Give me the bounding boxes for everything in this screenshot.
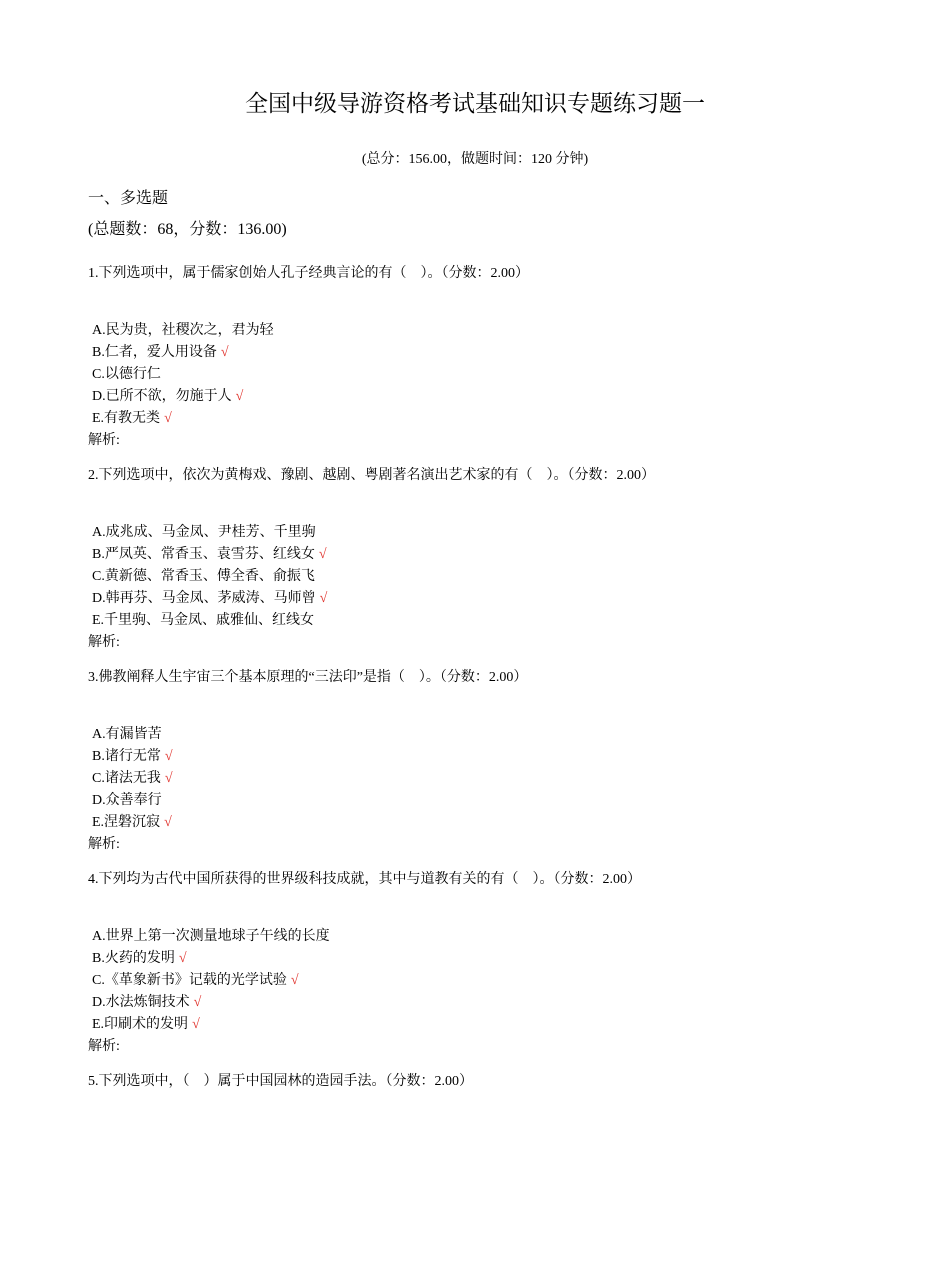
question-4 (88, 870, 888, 1072)
section-meta: (总题数：68，分数：136.00) (88, 221, 287, 238)
option-text: C.诸法无我 (92, 771, 161, 786)
option-e (88, 1014, 888, 1036)
option-list (88, 522, 888, 632)
option-text: B.严凤英、常香玉、袁雪芬、红线女 (92, 547, 315, 562)
option-a (88, 522, 888, 544)
option-c (88, 566, 888, 588)
option-text: A.民为贵，社稷次之，君为轻 (92, 323, 274, 338)
correct-check-icon: √ (164, 771, 173, 786)
section-title: 一、多选题 (88, 188, 169, 207)
correct-check-icon: √ (164, 411, 172, 426)
option-d (88, 386, 888, 408)
option-text: D.韩再芬、马金凤、茅威涛、马师曾 (92, 591, 316, 606)
option-text: E.千里驹、马金凤、戚雅仙、红线女 (92, 613, 315, 628)
option-text: B.火药的发明 (92, 951, 175, 966)
correct-check-icon: √ (192, 1017, 200, 1032)
document-subtitle: (总分：156.00，做题时间：120 分钟) (361, 152, 589, 167)
option-d (88, 790, 888, 812)
option-text: C.黄新德、常香玉、傅全香、俞振飞 (92, 569, 315, 584)
question-text: 4.下列均为古代中国所获得的世界级科技成就，其中与道教有关的有（ ）。（分数：2.00） (88, 872, 641, 887)
question-2 (88, 466, 888, 668)
option-text: B.诸行无常 (92, 749, 161, 764)
option-text: D.已所不欲，勿施于人 (92, 389, 232, 404)
option-list (88, 320, 888, 430)
option-a (88, 724, 888, 746)
correct-check-icon: √ (220, 345, 229, 360)
option-b (88, 948, 888, 970)
option-text: E.印刷术的发明 (92, 1017, 189, 1032)
correct-check-icon: √ (193, 995, 202, 1010)
analysis-label: 解析: (88, 433, 120, 448)
option-e (88, 408, 888, 430)
option-c (88, 768, 888, 790)
question-text: 1.下列选项中，属于儒家创始人孔子经典言论的有（ ）。（分数：2.00） (88, 266, 529, 281)
analysis-label: 解析: (88, 635, 120, 650)
option-text: D.水法炼铜技术 (92, 995, 190, 1010)
option-e (88, 610, 888, 632)
question-list (88, 264, 888, 1274)
option-text: E.涅磐沉寂 (92, 815, 161, 830)
option-text: A.世界上第一次测量地球子午线的长度 (92, 929, 330, 944)
option-e (88, 812, 888, 834)
document-title: 全国中级导游资格考试基础知识专题练习题一 (245, 91, 705, 117)
option-text: C.《革象新书》记载的光学试验 (92, 973, 287, 988)
option-a (88, 320, 888, 342)
option-d (88, 588, 888, 610)
correct-check-icon: √ (164, 749, 173, 764)
correct-check-icon: √ (164, 815, 172, 830)
option-a (88, 926, 888, 948)
option-b (88, 544, 888, 566)
option-c (88, 364, 888, 386)
option-text: E.有教无类 (92, 411, 161, 426)
question-5 (88, 1072, 888, 1274)
question-text: 2.下列选项中，依次为黄梅戏、豫剧、越剧、粤剧著名演出艺术家的有（ ）。（分数：2.00） (88, 468, 655, 483)
option-text: A.有漏皆苦 (92, 727, 162, 742)
option-text: C.以德行仁 (92, 367, 161, 382)
correct-check-icon: √ (319, 591, 328, 606)
question-3 (88, 668, 888, 870)
option-b (88, 342, 888, 364)
option-list (88, 724, 888, 834)
option-b (88, 746, 888, 768)
question-text: 5.下列选项中，（ ）属于中国园林的造园手法。（分数：2.00） (88, 1074, 473, 1089)
correct-check-icon: √ (178, 951, 187, 966)
option-d (88, 992, 888, 1014)
option-text: B.仁者，爱人用设备 (92, 345, 217, 360)
analysis-label: 解析: (88, 1039, 120, 1054)
correct-check-icon: √ (290, 973, 299, 988)
correct-check-icon: √ (235, 389, 244, 404)
option-c (88, 970, 888, 992)
question-text: 3.佛教阐释人生宇宙三个基本原理的“三法印”是指（ ）。（分数：2.00） (88, 670, 528, 685)
option-list (88, 926, 888, 1036)
option-text: A.成兆成、马金凤、尹桂芳、千里驹 (92, 525, 316, 540)
analysis-label: 解析: (88, 837, 120, 852)
option-text: D.众善奉行 (92, 793, 162, 808)
question-1 (88, 264, 888, 466)
correct-check-icon: √ (318, 547, 327, 562)
